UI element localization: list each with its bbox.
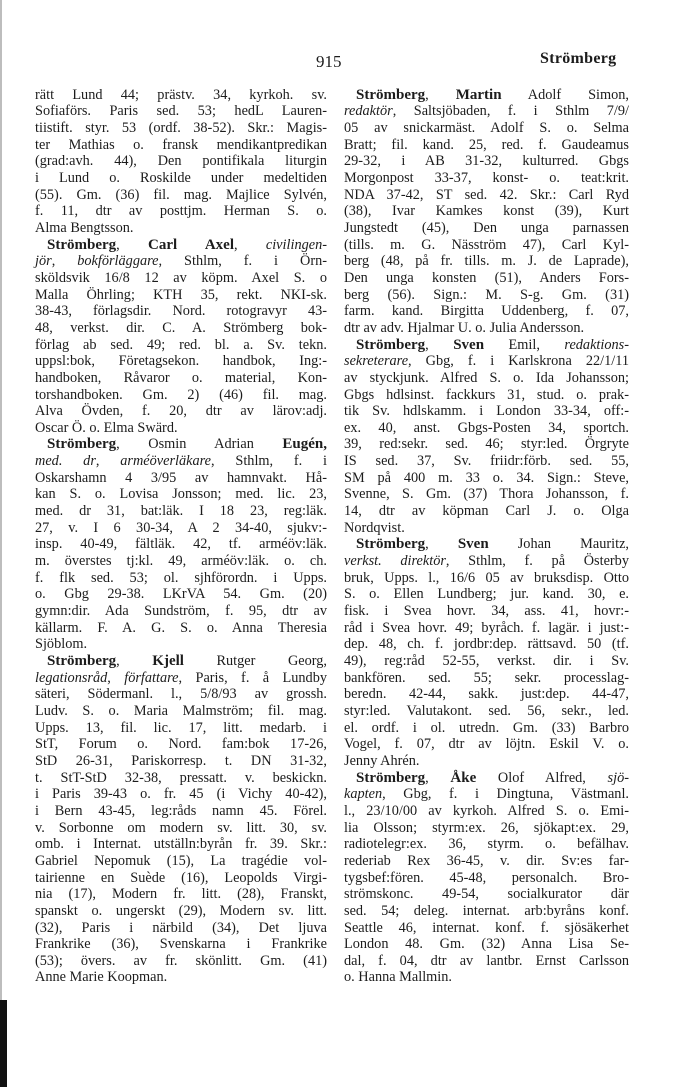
entry-heading-line	[35, 436, 327, 453]
text-segment: , Sthlm, f. i Örn-	[158, 253, 327, 270]
entry-name: Kjell	[152, 653, 184, 669]
text-segment: , Gbg, f. i Karlskrona 22/1/11	[408, 353, 629, 370]
page-number: 915	[316, 52, 342, 71]
text-line: Sofiaförs. Paris sed. 53; hedL Lauren-	[35, 103, 327, 120]
text-line: Den unga konsten (51), Anders Fors-	[344, 269, 629, 286]
text-line: Gbgs hdlsinst. fackkurs 31, stud. o. prak-	[344, 386, 629, 403]
text-line: o. Hanna Mallmin.	[344, 969, 453, 986]
text-segment: ,	[116, 236, 149, 253]
occupation: redaktions-	[564, 336, 629, 353]
text-line: (grad:avh. 44), Den pontifikala liturgin	[35, 153, 327, 170]
text-line: nia (17), Modern fr. litt. (28), Franskt,	[35, 886, 327, 903]
text-line: farm. kand. Birgitta Uddenberg, f. 07,	[344, 303, 629, 320]
entry-heading-line	[344, 87, 629, 104]
text-line: rätt Lund 44; prästv. 34, kyrkoh. sv.	[35, 86, 327, 103]
text-line: Anne Marie Koopman.	[35, 969, 168, 986]
entry-name: Strömberg	[356, 336, 426, 353]
occupation: med. dr	[35, 453, 96, 470]
text-line: ter Mathias o. fransk mendikantpredikan	[35, 136, 327, 153]
text-line: i Bern 43-45, leg:råds namn 45. Förel.	[35, 802, 327, 819]
text-segment: , Osmin Adrian	[116, 436, 283, 453]
text-line: strömskonc. 49-54, socialkurator där	[344, 886, 629, 903]
entry-heading-line	[344, 337, 629, 354]
text-segment: Emil,	[484, 336, 565, 353]
text-line: 27, v. I 6 30-34, A 2 34-40, sjukv:-	[35, 519, 327, 536]
right-column	[344, 87, 629, 986]
text-line: Jenny Ahrén.	[344, 752, 420, 769]
text-line	[35, 453, 327, 470]
entry-continuation	[35, 87, 327, 237]
occupation: redaktör	[344, 103, 393, 120]
text-line: källarm. F. A. G. S. o. Anna Theresia	[35, 619, 327, 636]
text-line: 39, red:sekr. sed. 46; styr:led. Örgryte	[344, 436, 629, 453]
text-segment: ,	[425, 536, 458, 553]
occupation: sekreterare	[344, 353, 409, 370]
text-line: Nordqvist.	[344, 519, 405, 536]
occupation: sjö-	[607, 769, 629, 786]
text-line: råd i Svea hovr. 49; byråch. f. lagär. i just:-	[344, 619, 629, 636]
entry-name: Strömberg	[356, 769, 426, 786]
text-segment: ,	[425, 336, 454, 353]
text-line: bankfören. sed. 55; sekr. processlag-	[344, 669, 629, 686]
entry-heading-line	[344, 770, 629, 787]
text-line: 48, verkst. dir. C. A. Strömberg bok-	[35, 319, 327, 336]
text-line	[344, 353, 629, 370]
text-line: ex. 40, anst. Gbgs-Posten 34, sportch.	[344, 419, 629, 436]
text-line: Seattle 46, internat. konf. f. sjösäkerhet	[344, 919, 629, 936]
text-line: dal, f. 04, dtr av lantbr. Ernst Carlsson	[344, 952, 629, 969]
entry-heading-line	[35, 237, 327, 254]
text-line: bruk, Upps. l., 16/6 05 av bruksdisp. Otto	[344, 569, 629, 586]
running-head: Strömberg	[540, 50, 617, 67]
text-line: lia Olsson; styrm:ex. 26, sjökapt:ex. 29,	[344, 819, 629, 836]
text-line: kan S. o. Lovisa Jonsson; med. lic. 23,	[35, 486, 327, 503]
biography-entry	[344, 536, 629, 769]
text-line: (38), Ivar Kamkes konst (39), Kurt	[344, 203, 629, 220]
occupation: arméöverläkare	[120, 453, 212, 470]
scan-edge-dark	[0, 1000, 7, 1087]
text-line	[35, 670, 327, 687]
text-line: Alma Bengtsson.	[35, 219, 134, 236]
text-line: beredn. 42-44, sakk. just:dep. 44-47,	[344, 686, 629, 703]
text-line: Vogel, f. 07, dtr av löjtn. Eskil V. o.	[344, 736, 629, 753]
text-line: handboken, Råvaror o. material, Kon-	[35, 369, 327, 386]
entry-name: Strömberg	[356, 86, 426, 103]
text-line: i Lund o. Roskilde under medeltiden	[35, 169, 327, 186]
text-segment: , Saltsjöbaden, f. i Sthlm 7/9/	[392, 103, 629, 120]
text-line: styr:led. Valutakont. sed. 56, sekr., led.	[344, 702, 629, 719]
occupation: legationsråd	[35, 669, 108, 686]
occupation: bokförläggare	[77, 253, 159, 270]
text-line: 29-32, i AB 31-32, kulturred. Gbgs	[344, 153, 629, 170]
entry-name: Strömberg	[47, 436, 117, 453]
text-segment: , Gbg, f. i Dingtuna, Västmanl.	[382, 786, 629, 803]
text-line: Bratt; fil. kand. 25, red. f. Gaudeamus	[344, 136, 629, 153]
text-segment: Rutger Georg,	[183, 653, 327, 669]
text-line: sed. 54; deleg. internat. arb:byråns konf.	[344, 902, 629, 919]
entry-name: Strömberg	[356, 536, 426, 553]
biography-entry	[344, 770, 629, 987]
text-line: torshandboken. Gm. 2) (46) fil. mag.	[35, 386, 327, 403]
text-line: sköldsvik 16/8 12 av köpm. Axel S. o	[35, 269, 327, 286]
occupation: verkst. direktör	[344, 553, 446, 570]
text-line: (53); övers. av fr. skönlitt. Gm. (41)	[35, 952, 327, 969]
scan-edge	[0, 0, 2, 1000]
text-line	[344, 786, 629, 803]
text-line: o. Gbg 29-38. LKrVA 54. Gm. (20)	[35, 586, 327, 603]
entry-name: Sven	[453, 336, 485, 353]
occupation: civilingen-	[265, 236, 327, 253]
text-line: (55). Gm. (36) fil. mag. Majlice Sylvén,	[35, 186, 327, 203]
text-line: Gabriel Nepomuk (15), La tragédie vol-	[35, 852, 327, 869]
text-line: Jungstedt (45), Den unga parnassen	[344, 219, 629, 236]
occupation: författare	[124, 669, 179, 686]
entry-heading-line	[344, 536, 629, 553]
text-segment: ,	[107, 669, 125, 686]
text-segment: ,	[95, 453, 121, 470]
text-line: l., 23/10/00 av kyrkoh. Alfred S. o. Emi-	[344, 802, 629, 819]
text-line	[344, 553, 629, 570]
text-segment: ,	[233, 236, 266, 253]
entry-name: Åke	[450, 769, 477, 786]
text-line: Sjöblom.	[35, 636, 88, 653]
text-line: berg (48, på fr. tills. m. J. de Laprade),	[344, 253, 629, 270]
text-segment: ,	[116, 653, 153, 669]
text-line: 05 av snickarmäst. Adolf S. o. Selma	[344, 120, 629, 136]
biography-entry	[35, 237, 327, 437]
text-line: berg (56). Sign.: M. S-g. Gm. (31)	[344, 286, 629, 303]
text-line: Morgonpost 33-37, konst- o. teat:krit.	[344, 169, 629, 186]
text-line: omb. i Internat. utställn:byrån fr. 39. Skr.:	[35, 836, 327, 853]
text-line: tairienne en Suède (16), Leopolds Virgi-	[35, 869, 327, 886]
text-line: m. överstes tj:kl. 49, arméöv:läk. o. ch.	[35, 553, 327, 570]
text-line: insp. 40-49, fältläk. 42, tf. arméöv:läk.	[35, 536, 327, 553]
text-line: fisk. i Svea hovr. 34, ass. 41, hovr:-	[344, 603, 629, 620]
text-segment: ,	[425, 86, 456, 103]
entry-name: Martin	[455, 86, 502, 103]
text-line: SM på 400 m. 33 o. 34. Sign.: Steve,	[344, 469, 629, 486]
entry-name: Strömberg	[47, 236, 117, 253]
text-line: dtr av adv. Hjalmar U. o. Julia Andersson.	[344, 319, 585, 336]
entry-heading-line	[35, 653, 327, 670]
text-line: 49), reg:råd 52-55, verkst. dir. i Sv.	[344, 653, 629, 669]
text-segment: , Paris, f. å Lundby	[178, 669, 327, 686]
text-segment: Johan Mauritz,	[488, 536, 629, 553]
text-line: f. 11, dtr av posttjm. Herman S. o.	[35, 203, 327, 220]
text-line: tiistift. styr. 53 (ordf. 38-52). Skr.: Magis-	[35, 120, 327, 136]
text-line: uppsl:bok, Företagsekon. handbok, Ing:-	[35, 353, 327, 370]
biography-entry	[344, 87, 629, 337]
text-line: spanskt o. ungerskt (29), Modern sv. litt.	[35, 902, 327, 919]
entry-name: Carl Axel	[148, 236, 234, 253]
entry-name: Strömberg	[47, 653, 117, 669]
text-line: radiotelegr:ex. 36, styrm. o. befälhav.	[344, 836, 629, 853]
biography-entry	[35, 436, 327, 653]
text-line: IS sed. 37, Sv. friidr:förb. sed. 55,	[344, 453, 629, 470]
text-line: (32), Paris i närbild (34), Det ljuva	[35, 919, 327, 936]
text-segment: ,	[51, 253, 78, 270]
text-line: t. StT-StD 32-38, pressatt. v. beskickn.	[35, 769, 327, 786]
text-line: Alva Övden, f. 20, dtr av lärov:adj.	[35, 403, 327, 420]
text-line: med. dr 31, bat:läk. I 18 23, reg:läk.	[35, 503, 327, 520]
text-line: S. o. Ellen Lundberg; jur. kand. 30, e.	[344, 586, 629, 603]
text-line: v. Sorbonne om modern sv. litt. 30, sv.	[35, 819, 327, 836]
text-line: NDA 37-42, ST sed. 42. Skr.: Carl Ryd	[344, 186, 629, 203]
text-line	[344, 103, 629, 120]
text-segment: Adolf Simon,	[501, 86, 629, 103]
text-line: 38-43, förlagsdir. Nord. rotogravyr 43-	[35, 303, 327, 320]
text-line: tygsbef:fören. 45-48, personalch. Bro-	[344, 869, 629, 886]
text-line: Oscar Ö. o. Elma Swärd.	[35, 419, 178, 436]
text-line: 14, dtr av köpman Carl J. o. Olga	[344, 503, 629, 520]
occupation: kapten	[344, 786, 383, 803]
text-line: säteri, Södermanl. l., 5/8/93 av grossh.	[35, 686, 327, 703]
text-line: gymn:dir. Ada Sundström, f. 95, dtr av	[35, 603, 327, 620]
text-segment: Olof Alfred,	[476, 769, 608, 786]
text-line: tik Sv. hdlskamm. i London 33-34, off:-	[344, 403, 629, 420]
text-line: Ludv. S. o. Maria Malmström; fil. mag.	[35, 702, 327, 719]
text-line: av styckjunk. Alfred S. o. Ida Johansson;	[344, 369, 629, 386]
text-line: Upps. 13, fil. lic. 17, litt. medarb. i	[35, 719, 327, 736]
text-segment: , Sthlm, f. på Österby	[445, 553, 629, 570]
occupation: jör	[35, 253, 52, 270]
biography-entry	[35, 653, 327, 986]
text-segment: , Sthlm, f. i	[211, 453, 327, 470]
text-line: f. flk sed. 53; ol. sjhförordn. i Upps.	[35, 569, 327, 586]
entry-name: Sven	[457, 536, 489, 553]
text-line: Frankrike (36), Svenskarna i Frankrike	[35, 936, 327, 953]
text-line: rederiab Rex 36-45, v. dir. Sv:es far-	[344, 852, 629, 869]
text-line: el. ordf. i ol. utredn. Gm. (33) Barbro	[344, 719, 629, 736]
entry-name: Eugén,	[282, 436, 327, 453]
text-line: Svenne, S. Gm. (37) Thora Johansson, f.	[344, 486, 629, 503]
text-line: StT, Forum o. Nord. fam:bok 17-26,	[35, 736, 327, 753]
text-line: Malla Öhrling; KTH 35, rekt. NKI-sk.	[35, 286, 327, 303]
text-line: Oskarshamn 4 3/95 av hamnvakt. Hå-	[35, 469, 327, 486]
text-line: (tills. m. G. Näsström 47), Carl Kyl-	[344, 236, 629, 253]
text-line: dep. 48, ch. f. jordbr:dep. rättsavd. 50 (tf.	[344, 636, 629, 653]
text-segment: ,	[425, 769, 451, 786]
text-line	[35, 253, 327, 270]
left-column	[35, 87, 327, 986]
text-line: förlag ab sed. 49; red. bl. a. Sv. tekn.	[35, 336, 327, 353]
biography-entry	[344, 337, 629, 537]
text-line: StD 26-31, Pariskorresp. t. DN 31-32,	[35, 752, 327, 769]
text-line: London 48. Gm. (32) Anna Lisa Se-	[344, 936, 629, 953]
text-line: i Paris 39-43 o. fr. 45 (i Vichy 40-42),	[35, 786, 327, 803]
